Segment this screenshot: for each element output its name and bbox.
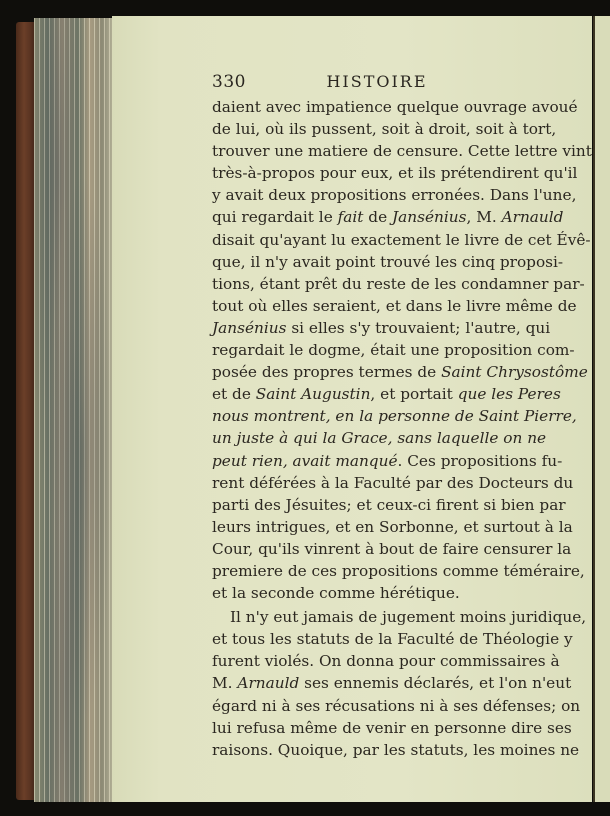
text-run: rent déférées à la Faculté par des Docteurs du — [212, 473, 574, 492]
text-run: de lui, où ils pussent, soit à droit, soit à tort, — [212, 120, 557, 139]
italic-text: Arnauld — [237, 674, 300, 693]
text-line — [212, 339, 575, 361]
text-line — [212, 606, 587, 628]
text-line — [212, 717, 572, 739]
text-line — [212, 251, 564, 273]
text-run: raisons. Quoique, par les statuts, les moines ne — [212, 740, 580, 759]
facing-page-edge — [593, 16, 610, 802]
text-run: daient avec impatience quelque ouvrage avoué — [212, 98, 578, 116]
text-run: ses ennemis déclarés, et l'on n'eut — [299, 674, 572, 693]
running-title: HISTOIRE — [326, 72, 428, 91]
text-run: regardait le dogme, était une proposition com- — [212, 341, 575, 360]
italic-text: Jansénius — [212, 318, 287, 337]
text-line — [212, 206, 564, 228]
text-line — [212, 162, 578, 184]
text-line — [212, 405, 577, 427]
text-run: de — [363, 208, 393, 227]
text-run: M. — [212, 674, 238, 693]
text-line — [212, 295, 577, 317]
text-run: égard ni à ses récusations ni à ses défenses; on — [212, 696, 581, 715]
text-run: premiere de ces propositions comme téméraire, — [212, 561, 585, 580]
text-run: y avait deux propositions erronées. Dans l'une, — [212, 186, 577, 205]
text-run: disait qu'ayant lu exactement le livre de cet Évê- — [212, 230, 591, 249]
text-run: si elles s'y trouvaient; l'autre, qui — [286, 318, 551, 337]
text-line — [212, 184, 577, 206]
text-line — [212, 229, 591, 251]
text-line — [212, 628, 573, 650]
text-line — [212, 516, 573, 538]
italic-text: Jansénius — [392, 208, 467, 227]
book-cover-edge — [16, 22, 36, 800]
text-run: posée des propres termes de — [212, 363, 442, 382]
italic-text: fait — [337, 208, 364, 227]
text-run: , et portait — [370, 385, 458, 404]
text-line — [212, 427, 547, 449]
text-line — [212, 739, 580, 761]
page-stack-fore-edge — [34, 18, 114, 802]
text-line — [212, 273, 585, 295]
text-run: leurs intrigues, et en Sorbonne, et surtout à la — [212, 517, 573, 536]
text-run: que, il n'y avait point trouvé les cinq proposi- — [212, 252, 564, 271]
text-run: et de — [212, 385, 256, 404]
text-run: très-à-propos pour eux, et ils prétendirent qu'il — [212, 164, 578, 183]
text-line — [212, 140, 592, 162]
text-line — [212, 560, 585, 582]
text-run: lui refusa même de venir en personne dire ses — [212, 718, 572, 737]
text-line — [212, 383, 561, 405]
text-line — [212, 317, 551, 339]
text-run: , M. — [466, 208, 502, 227]
text-run: et tous les statuts de la Faculté de Théologie y — [212, 630, 573, 649]
text-run: . Ces propositions fu- — [397, 451, 563, 470]
text-line — [212, 361, 588, 383]
italic-text: nous montrent, en la personne de Saint Pierre, — [212, 407, 577, 426]
text-line — [212, 472, 574, 494]
text-run: Cour, qu'ils vinrent à bout de faire censurer la — [212, 539, 572, 558]
text-run: trouver une matiere de censure. Cette lettre vint — [212, 142, 592, 161]
body-text — [212, 96, 592, 761]
text-run: Il n'y eut jamais de jugement moins juridique, — [230, 608, 587, 627]
text-line — [212, 494, 566, 516]
italic-text: que les Peres — [457, 385, 561, 404]
text-run: tions, étant prêt du reste de les condamner par- — [212, 274, 585, 293]
text-run: parti des Jésuites; et ceux-ci firent si bien par — [212, 495, 566, 514]
text-line — [212, 672, 572, 694]
italic-text: Saint Augustin — [255, 385, 371, 404]
text-line — [212, 118, 557, 140]
paragraph — [212, 96, 592, 604]
text-line — [212, 695, 581, 717]
text-line — [212, 650, 560, 672]
text-line — [212, 96, 578, 118]
text-run: et la seconde comme hérétique. — [212, 584, 460, 603]
paragraph — [212, 606, 587, 761]
text-run: furent violés. On donna pour commissaires à — [212, 652, 560, 671]
text-run: tout où elles seraient, et dans le livre même de — [212, 296, 577, 315]
text-line — [212, 450, 563, 472]
text-run: qui regardait le — [212, 208, 338, 227]
page-number: 330 — [212, 72, 246, 92]
italic-text: peut rien, avait manqué — [212, 451, 398, 470]
italic-text: Saint Chrysostôme — [441, 363, 588, 382]
running-head — [212, 72, 542, 94]
text-line — [212, 538, 572, 560]
text-line — [212, 582, 542, 604]
italic-text: un juste à qui la Grace, sans laquelle on ne — [212, 429, 547, 448]
italic-text: Arnauld — [501, 208, 564, 227]
